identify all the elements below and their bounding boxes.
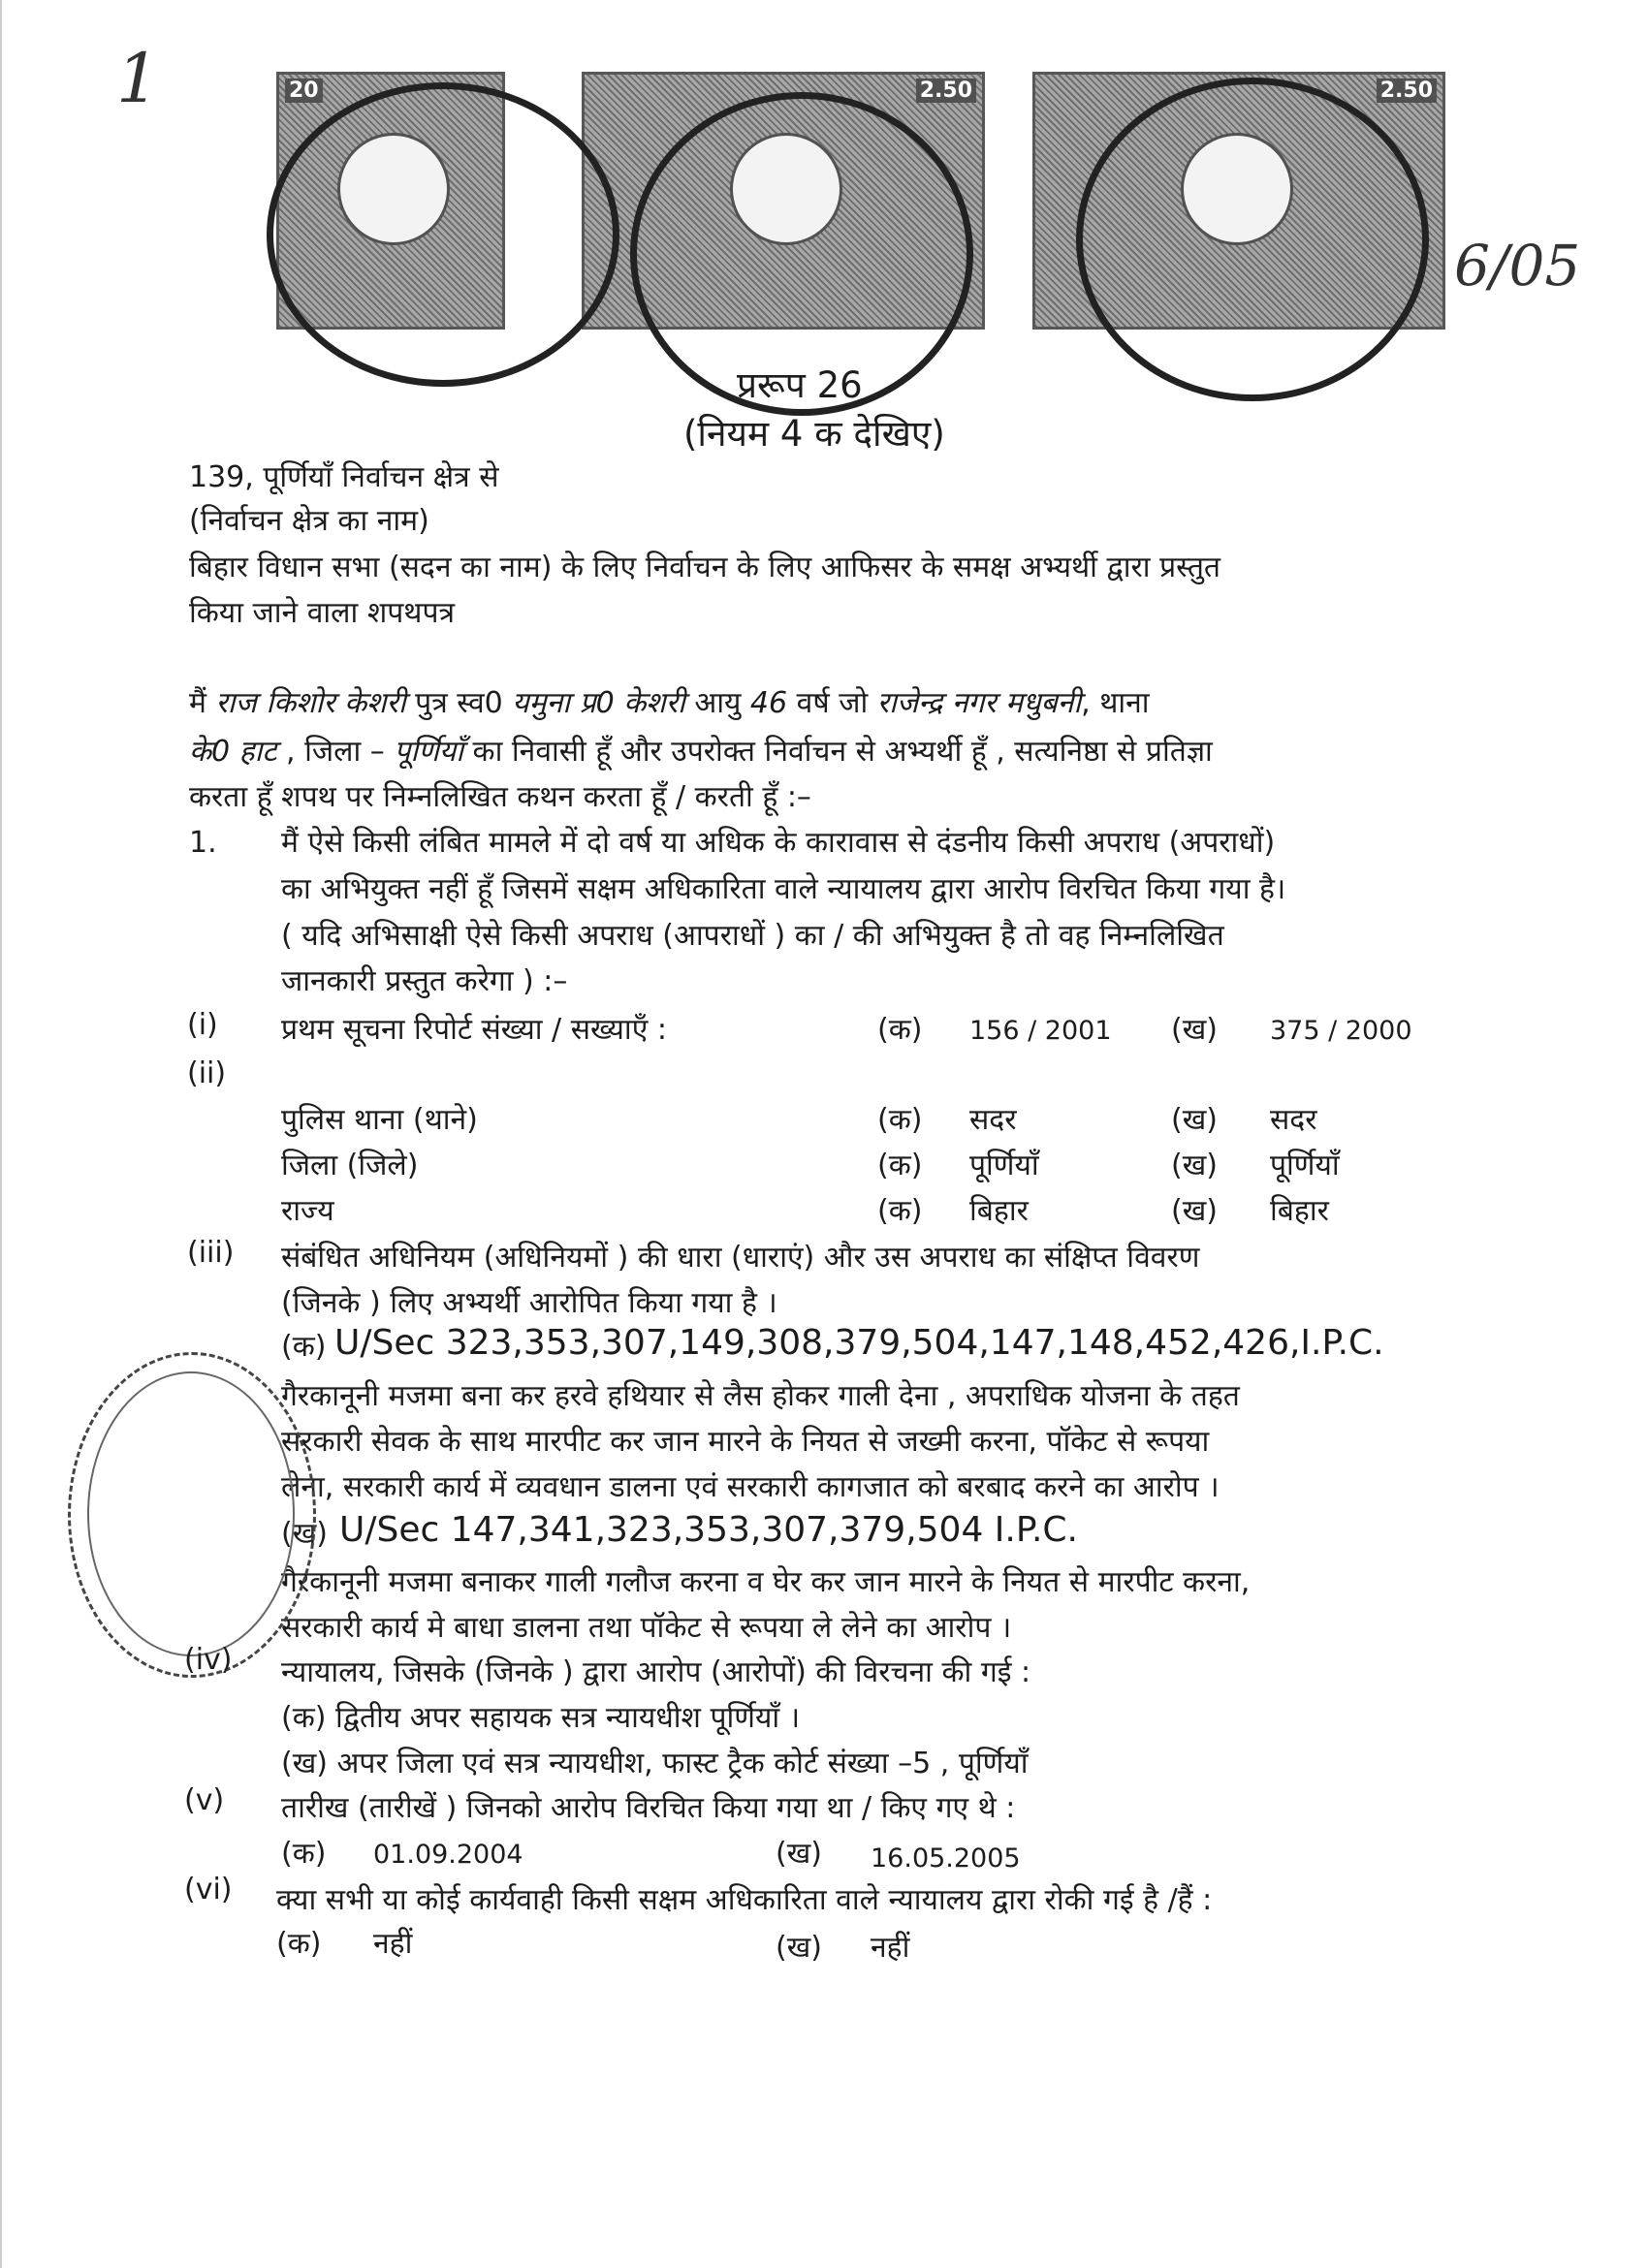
fir-number-kha: 375 / 2000 [1270,1016,1412,1046]
stay-answer-ka: नहीं [373,1927,413,1961]
ka-marker: (क) [276,1927,322,1961]
ka-marker: (क) [281,1837,327,1871]
oath-text: मैं [189,686,206,720]
offence-description: सरकारी सेवक के साथ मारपीट कर जान मारने के नियत से जख्मी करना, पॉकेट से रूपया [281,1425,1210,1459]
thana-value: के0 हाट [189,735,277,769]
ipc-sections-kha: U/Sec 147,341,323,353,307,379,504 I.P.C. [339,1510,1078,1550]
kha-marker: (ख) [776,1837,822,1871]
sections-label-line1: संबंधित अधिनियम (अधिनियमों ) की धारा (धाराएं) और उस अपराध का संक्षिप्त विवरण [281,1241,1200,1275]
table-cell: पूर्णियाँ [1270,1149,1340,1182]
age-value: 46 [749,686,788,720]
handwritten-mark: 1 [116,39,160,118]
oath-line2 [189,735,1213,770]
table-cell: सदर [969,1103,1017,1137]
deponent-name: राज किशोर केशरी [215,686,406,720]
section-number: (iii) [187,1236,235,1270]
kha-marker: (ख) [1171,1194,1218,1228]
oath-text: , थाना [1081,686,1150,720]
oath-line3: करता हूँ शपथ पर निम्नलिखित कथन करता हूँ / करती हूँ :– [189,780,811,814]
table-cell: सदर [1270,1103,1317,1137]
oath-text: का निवासी हूँ और उपरोक्त निर्वाचन से अभ्यर्थी हूँ , सत्यनिष्ठा से प्रतिज्ञा [472,735,1213,769]
table-row-label: जिला (जिले) [281,1149,419,1182]
district-value: पूर्णियाँ [394,735,463,769]
kha-marker: (ख) [776,1931,822,1965]
item1-line4: जानकारी प्रस्तुत करेगा ) :– [281,964,568,998]
section-number: (i) [187,1008,218,1042]
stamp-denomination: 20 [285,79,323,103]
oath-text: आयु [694,686,742,720]
constituency-hint: (निर्वाचन क्षेत्र का नाम) [189,504,429,538]
address-value: राजेन्द्र नगर मधुबनी [876,686,1082,720]
dates-label: तारीख (तारीखें ) जिनको आरोप विरचित किया गया था / किए गए थे : [281,1791,1016,1825]
offence-description: सरकारी कार्य मे बाधा डालना तथा पॉकेट से रूपया ले लेने का आरोप । [281,1611,1012,1645]
fir-number-ka: 156 / 2001 [969,1016,1112,1046]
ipc-sections-ka: U/Sec 323,353,307,149,308,379,504,147,148,452,426,I.P.C. [334,1323,1384,1363]
stamp-denomination: 2.50 [1377,79,1437,103]
item1-line3: ( यदि अभिसाक्षी ऐसे किसी अपराध (आपराधों ) का / की अभियुक्त है तो वह निम्नलिखित [281,919,1224,953]
fir-label: प्रथम सूचना रिपोर्ट संख्या / सख्याएँ : [281,1013,667,1047]
round-seal-icon [267,82,619,387]
kha-marker: (ख) [1171,1103,1218,1137]
item-number: 1. [189,826,217,860]
scan-edge [0,0,2,2268]
ka-marker: (क) [877,1149,923,1182]
stay-answer-kha: नहीं [871,1931,910,1965]
table-cell: पूर्णियाँ [969,1149,1039,1182]
document-title-line1: बिहार विधान सभा (सदन का नाम) के लिए निर्वाचन के लिए आफिसर के समक्ष अभ्यर्थी द्वारा प्रस्तुत [189,551,1221,584]
section-number: (vi) [184,1873,233,1906]
ka-marker: (क) [877,1013,923,1047]
charge-date-ka: 01.09.2004 [373,1840,523,1870]
offence-description: गैरकानूनी मजमा बनाकर गाली गलौज करना व घेर कर जान मारने के नियत से मारपीट करना, [281,1565,1251,1599]
charge-date-kha: 16.05.2005 [871,1843,1021,1874]
table-row-label: पुलिस थाना (थाने) [281,1103,478,1137]
handwritten-mark: 6/05 [1454,233,1581,299]
oath-text: , जिला – [286,735,385,769]
section-number: (v) [184,1783,225,1817]
section-number: (iv) [184,1643,233,1677]
item1-line1: मैं ऐसे किसी लंबित मामले में दो वर्ष या अधिक के कारावास से दंडनीय किसी अपराध (अपराधों) [281,826,1276,860]
court-kha: (ख) अपर जिला एवं सत्र न्यायधीश, फास्ट ट्रैक कोर्ट संख्या –5 , पूर्णियाँ [281,1747,1029,1780]
oath-text: वर्ष जो [796,686,869,720]
constituency-line: 139, पूर्णियाँ निर्वाचन क्षेत्र से [189,460,499,494]
rule-reference: (नियम 4 क देखिए) [683,413,945,455]
oath-text: पुत्र स्व0 [415,686,503,720]
stamp-denomination: 2.50 [916,79,976,103]
oath-line1 [189,686,1150,721]
stay-label: क्या सभी या कोई कार्यवाही किसी सक्षम अधिकारिता वाले न्यायालय द्वारा रोकी गई है /हैं : [276,1883,1213,1917]
table-cell: बिहार [969,1194,1029,1228]
court-label: न्यायालय, जिसके (जिनके ) द्वारा आरोप (आरोपों) की विरचना की गई : [281,1655,1031,1689]
father-name: यमुना प्र0 केशरी [512,686,685,720]
section-number: (ii) [187,1056,227,1090]
table-cell: बिहार [1270,1194,1329,1228]
kha-marker: (ख) [1171,1013,1218,1047]
offence-description: गैरकानूनी मजमा बना कर हरवे हथियार से लैस होकर गाली देना , अपराधिक योजना के तहत [281,1379,1240,1413]
ka-marker: (क) [877,1194,923,1228]
kha-marker: (ख) [281,1517,328,1551]
office-seal-icon [87,1371,295,1656]
offence-description: लेना, सरकारी कार्य में व्यवधान डालना एवं सरकारी कागजात को बरबाद करने का आरोप । [281,1470,1220,1504]
item1-line2: का अभियुक्त नहीं हूँ जिसमें सक्षम अधिकारिता वाले न्यायालय द्वारा आरोप विरचित किया गया है। [281,872,1286,906]
round-seal-icon [1076,78,1429,401]
form-title: प्ररूप 26 [737,364,863,406]
document-title-line2: किया जाने वाला शपथपत्र [189,596,456,630]
court-ka: (क) द्वितीय अपर सहायक सत्र न्यायधीश पूर्णियाँ । [281,1701,801,1735]
kha-marker: (ख) [1171,1149,1218,1182]
ka-marker: (क) [281,1330,327,1364]
table-row-label: राज्य [281,1194,334,1228]
ka-marker: (क) [877,1103,923,1137]
sections-label-line2: (जिनके ) लिए अभ्यर्थी आरोपित किया गया है । [281,1286,777,1320]
